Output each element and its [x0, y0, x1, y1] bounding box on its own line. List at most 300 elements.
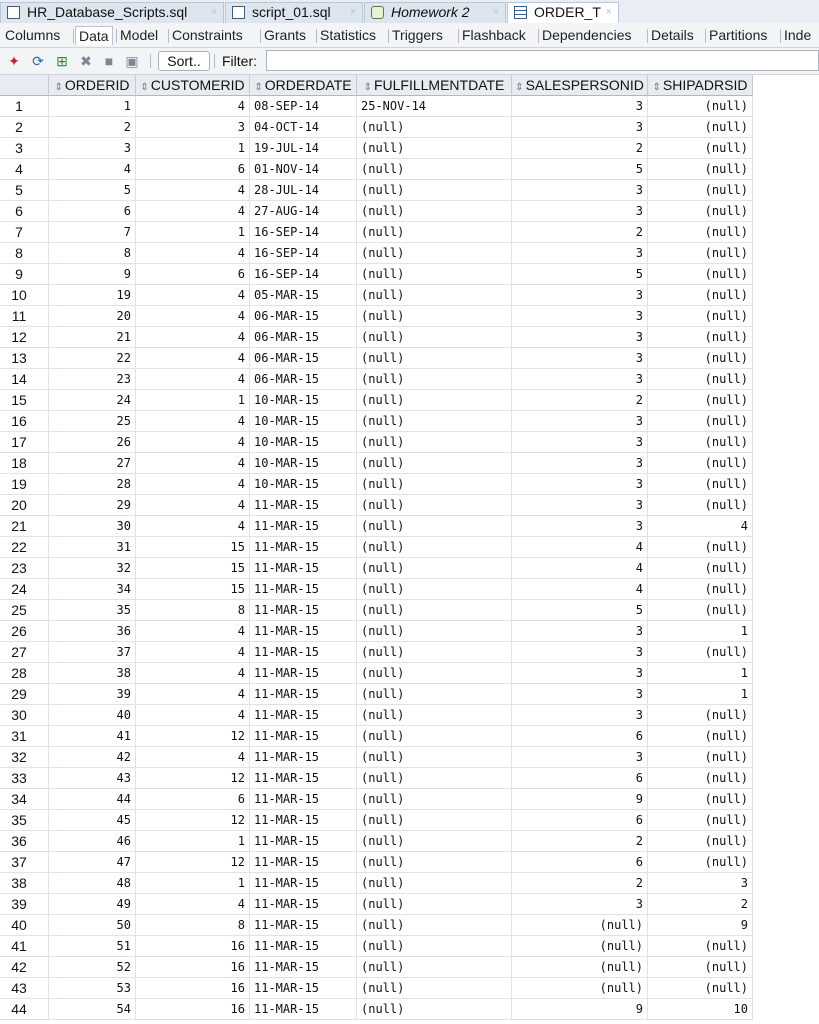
cell-fulfillmentdate[interactable]: (null)	[357, 411, 512, 432]
table-row[interactable]	[0, 957, 753, 978]
cell-customerid[interactable]: 16	[136, 999, 250, 1020]
column-header-orderdate[interactable]	[250, 75, 357, 96]
table-row[interactable]	[0, 579, 753, 600]
table-row[interactable]	[0, 117, 753, 138]
cell-fulfillmentdate[interactable]: (null)	[357, 516, 512, 537]
cell-customerid[interactable]: 4	[136, 348, 250, 369]
cell-orderdate[interactable]: 11-MAR-15	[250, 537, 357, 558]
cell-fulfillmentdate[interactable]: (null)	[357, 936, 512, 957]
cell-orderid[interactable]: 39	[49, 684, 136, 705]
cell-salespersonid[interactable]: 3	[512, 327, 648, 348]
commit-icon[interactable]: ■	[104, 53, 114, 69]
table-row[interactable]	[0, 159, 753, 180]
subtab-model[interactable]: Model	[120, 27, 159, 43]
subtab-triggers[interactable]: Triggers	[392, 27, 443, 43]
cell-shipadrsid[interactable]: 1	[648, 621, 753, 642]
cell-customerid[interactable]: 16	[136, 936, 250, 957]
cell-orderid[interactable]: 22	[49, 348, 136, 369]
cell-orderid[interactable]: 42	[49, 747, 136, 768]
cell-customerid[interactable]: 1	[136, 390, 250, 411]
cell-orderdate[interactable]: 06-MAR-15	[250, 327, 357, 348]
cell-fulfillmentdate[interactable]: (null)	[357, 348, 512, 369]
cell-orderdate[interactable]: 16-SEP-14	[250, 222, 357, 243]
cell-orderdate[interactable]: 11-MAR-15	[250, 852, 357, 873]
cell-customerid[interactable]: 1	[136, 831, 250, 852]
cell-salespersonid[interactable]: (null)	[512, 936, 648, 957]
cell-shipadrsid[interactable]: (null)	[648, 159, 753, 180]
table-row[interactable]	[0, 306, 753, 327]
table-row[interactable]	[0, 558, 753, 579]
cell-shipadrsid[interactable]: (null)	[648, 474, 753, 495]
cell-fulfillmentdate[interactable]: (null)	[357, 915, 512, 936]
cell-orderdate[interactable]: 11-MAR-15	[250, 726, 357, 747]
cell-customerid[interactable]: 4	[136, 432, 250, 453]
table-row[interactable]	[0, 201, 753, 222]
table-row[interactable]	[0, 726, 753, 747]
cell-customerid[interactable]: 15	[136, 579, 250, 600]
cell-shipadrsid[interactable]: (null)	[648, 831, 753, 852]
cell-orderid[interactable]: 26	[49, 432, 136, 453]
cell-fulfillmentdate[interactable]: (null)	[357, 117, 512, 138]
pin-icon[interactable]: ✦	[8, 53, 20, 69]
cell-shipadrsid[interactable]: (null)	[648, 285, 753, 306]
cell-fulfillmentdate[interactable]: (null)	[357, 642, 512, 663]
cell-orderid[interactable]: 24	[49, 390, 136, 411]
cell-orderdate[interactable]: 11-MAR-15	[250, 831, 357, 852]
cell-salespersonid[interactable]: 3	[512, 495, 648, 516]
cell-salespersonid[interactable]: 6	[512, 726, 648, 747]
cell-shipadrsid[interactable]: (null)	[648, 957, 753, 978]
cell-fulfillmentdate[interactable]: (null)	[357, 159, 512, 180]
cell-fulfillmentdate[interactable]: (null)	[357, 558, 512, 579]
sort-button[interactable]: Sort..	[158, 51, 210, 71]
table-row[interactable]	[0, 894, 753, 915]
delete-row-icon[interactable]: ✖	[80, 53, 92, 69]
cell-orderid[interactable]: 30	[49, 516, 136, 537]
cell-salespersonid[interactable]: 3	[512, 663, 648, 684]
cell-salespersonid[interactable]: (null)	[512, 915, 648, 936]
cell-orderdate[interactable]: 06-MAR-15	[250, 348, 357, 369]
table-row[interactable]	[0, 831, 753, 852]
cell-customerid[interactable]: 4	[136, 705, 250, 726]
cell-salespersonid[interactable]: 3	[512, 516, 648, 537]
cell-salespersonid[interactable]: 4	[512, 579, 648, 600]
cell-customerid[interactable]: 16	[136, 978, 250, 999]
cell-shipadrsid[interactable]: (null)	[648, 117, 753, 138]
cell-orderid[interactable]: 37	[49, 642, 136, 663]
cell-salespersonid[interactable]: 3	[512, 348, 648, 369]
cell-orderid[interactable]: 19	[49, 285, 136, 306]
cell-fulfillmentdate[interactable]: (null)	[357, 453, 512, 474]
cell-fulfillmentdate[interactable]: (null)	[357, 705, 512, 726]
cell-fulfillmentdate[interactable]: (null)	[357, 180, 512, 201]
cell-orderdate[interactable]: 06-MAR-15	[250, 369, 357, 390]
cell-orderdate[interactable]: 16-SEP-14	[250, 243, 357, 264]
cell-orderid[interactable]: 8	[49, 243, 136, 264]
cell-shipadrsid[interactable]: (null)	[648, 495, 753, 516]
table-row[interactable]	[0, 327, 753, 348]
cell-fulfillmentdate[interactable]: (null)	[357, 432, 512, 453]
subtab-data[interactable]: Data	[75, 26, 113, 45]
cell-fulfillmentdate[interactable]: (null)	[357, 264, 512, 285]
cell-salespersonid[interactable]: 3	[512, 243, 648, 264]
table-row[interactable]	[0, 642, 753, 663]
cell-salespersonid[interactable]: (null)	[512, 978, 648, 999]
cell-orderid[interactable]: 36	[49, 621, 136, 642]
cell-orderdate[interactable]: 05-MAR-15	[250, 285, 357, 306]
cell-salespersonid[interactable]: 6	[512, 852, 648, 873]
cell-orderid[interactable]: 31	[49, 537, 136, 558]
rollback-icon[interactable]: ▣	[125, 53, 139, 69]
cell-customerid[interactable]: 4	[136, 96, 250, 117]
cell-customerid[interactable]: 4	[136, 285, 250, 306]
cell-fulfillmentdate[interactable]: (null)	[357, 495, 512, 516]
cell-orderid[interactable]: 43	[49, 768, 136, 789]
cell-orderid[interactable]: 53	[49, 978, 136, 999]
cell-shipadrsid[interactable]: (null)	[648, 537, 753, 558]
table-row[interactable]	[0, 180, 753, 201]
cell-shipadrsid[interactable]: (null)	[648, 705, 753, 726]
cell-fulfillmentdate[interactable]: (null)	[357, 285, 512, 306]
cell-orderid[interactable]: 48	[49, 873, 136, 894]
cell-fulfillmentdate[interactable]: (null)	[357, 999, 512, 1020]
cell-shipadrsid[interactable]: (null)	[648, 642, 753, 663]
cell-shipadrsid[interactable]: (null)	[648, 306, 753, 327]
cell-orderdate[interactable]: 10-MAR-15	[250, 411, 357, 432]
cell-orderdate[interactable]: 11-MAR-15	[250, 621, 357, 642]
cell-orderdate[interactable]: 11-MAR-15	[250, 789, 357, 810]
cell-orderid[interactable]: 23	[49, 369, 136, 390]
cell-orderid[interactable]: 27	[49, 453, 136, 474]
close-tab-icon[interactable]: ×	[349, 6, 356, 18]
cell-fulfillmentdate[interactable]: (null)	[357, 852, 512, 873]
cell-salespersonid[interactable]: 3	[512, 621, 648, 642]
tab-homework-2[interactable]	[364, 2, 506, 23]
cell-customerid[interactable]: 4	[136, 411, 250, 432]
cell-orderdate[interactable]: 11-MAR-15	[250, 936, 357, 957]
column-header-shipadrsid[interactable]	[648, 75, 753, 96]
cell-customerid[interactable]: 4	[136, 180, 250, 201]
cell-orderid[interactable]: 52	[49, 957, 136, 978]
cell-customerid[interactable]: 12	[136, 726, 250, 747]
cell-customerid[interactable]: 15	[136, 558, 250, 579]
cell-shipadrsid[interactable]: (null)	[648, 369, 753, 390]
cell-customerid[interactable]: 1	[136, 138, 250, 159]
cell-orderid[interactable]: 40	[49, 705, 136, 726]
cell-fulfillmentdate[interactable]: (null)	[357, 327, 512, 348]
cell-salespersonid[interactable]: 2	[512, 138, 648, 159]
table-row[interactable]	[0, 453, 753, 474]
cell-orderid[interactable]: 50	[49, 915, 136, 936]
cell-orderdate[interactable]: 08-SEP-14	[250, 96, 357, 117]
cell-customerid[interactable]: 4	[136, 894, 250, 915]
cell-salespersonid[interactable]: 3	[512, 117, 648, 138]
cell-fulfillmentdate[interactable]: (null)	[357, 831, 512, 852]
cell-fulfillmentdate[interactable]: 25-NOV-14	[357, 96, 512, 117]
cell-orderid[interactable]: 51	[49, 936, 136, 957]
cell-customerid[interactable]: 12	[136, 768, 250, 789]
cell-orderdate[interactable]: 11-MAR-15	[250, 663, 357, 684]
cell-orderdate[interactable]: 11-MAR-15	[250, 978, 357, 999]
cell-customerid[interactable]: 4	[136, 495, 250, 516]
cell-orderid[interactable]: 25	[49, 411, 136, 432]
cell-salespersonid[interactable]: 9	[512, 789, 648, 810]
filter-input[interactable]	[266, 50, 819, 71]
table-row[interactable]	[0, 411, 753, 432]
insert-row-icon[interactable]: ⊞	[56, 53, 68, 69]
cell-customerid[interactable]: 4	[136, 306, 250, 327]
cell-orderdate[interactable]: 10-MAR-15	[250, 390, 357, 411]
cell-salespersonid[interactable]: 2	[512, 873, 648, 894]
cell-fulfillmentdate[interactable]: (null)	[357, 243, 512, 264]
cell-orderdate[interactable]: 16-SEP-14	[250, 264, 357, 285]
cell-customerid[interactable]: 4	[136, 663, 250, 684]
cell-customerid[interactable]: 4	[136, 369, 250, 390]
table-row[interactable]	[0, 516, 753, 537]
cell-salespersonid[interactable]: (null)	[512, 957, 648, 978]
cell-orderdate[interactable]: 11-MAR-15	[250, 600, 357, 621]
table-row[interactable]	[0, 915, 753, 936]
cell-orderid[interactable]: 28	[49, 474, 136, 495]
cell-customerid[interactable]: 4	[136, 474, 250, 495]
cell-customerid[interactable]: 4	[136, 621, 250, 642]
cell-salespersonid[interactable]: 5	[512, 600, 648, 621]
cell-customerid[interactable]: 4	[136, 243, 250, 264]
table-row[interactable]	[0, 705, 753, 726]
cell-shipadrsid[interactable]: 9	[648, 915, 753, 936]
cell-salespersonid[interactable]: 3	[512, 747, 648, 768]
cell-orderdate[interactable]: 11-MAR-15	[250, 558, 357, 579]
cell-orderdate[interactable]: 11-MAR-15	[250, 642, 357, 663]
table-row[interactable]	[0, 432, 753, 453]
cell-shipadrsid[interactable]: (null)	[648, 558, 753, 579]
cell-orderid[interactable]: 21	[49, 327, 136, 348]
cell-fulfillmentdate[interactable]: (null)	[357, 873, 512, 894]
cell-orderid[interactable]: 44	[49, 789, 136, 810]
subtab-partitions[interactable]: Partitions	[709, 27, 768, 43]
cell-shipadrsid[interactable]: 2	[648, 894, 753, 915]
table-row[interactable]	[0, 936, 753, 957]
cell-customerid[interactable]: 4	[136, 642, 250, 663]
subtab-columns[interactable]: Columns	[5, 27, 61, 43]
cell-shipadrsid[interactable]: 10	[648, 999, 753, 1020]
cell-fulfillmentdate[interactable]: (null)	[357, 789, 512, 810]
column-header-customerid[interactable]	[136, 75, 250, 96]
cell-customerid[interactable]: 4	[136, 327, 250, 348]
cell-orderid[interactable]: 38	[49, 663, 136, 684]
cell-orderdate[interactable]: 11-MAR-15	[250, 957, 357, 978]
cell-shipadrsid[interactable]: (null)	[648, 327, 753, 348]
cell-orderdate[interactable]: 11-MAR-15	[250, 495, 357, 516]
cell-shipadrsid[interactable]: (null)	[648, 453, 753, 474]
table-row[interactable]	[0, 978, 753, 999]
cell-fulfillmentdate[interactable]: (null)	[357, 390, 512, 411]
close-tab-icon[interactable]: ×	[210, 6, 217, 18]
cell-salespersonid[interactable]: 3	[512, 432, 648, 453]
cell-orderid[interactable]: 41	[49, 726, 136, 747]
table-row[interactable]	[0, 390, 753, 411]
cell-customerid[interactable]: 1	[136, 873, 250, 894]
cell-customerid[interactable]: 12	[136, 852, 250, 873]
cell-salespersonid[interactable]: 4	[512, 558, 648, 579]
cell-orderdate[interactable]: 04-OCT-14	[250, 117, 357, 138]
cell-fulfillmentdate[interactable]: (null)	[357, 978, 512, 999]
cell-salespersonid[interactable]: 3	[512, 642, 648, 663]
cell-fulfillmentdate[interactable]: (null)	[357, 768, 512, 789]
cell-orderid[interactable]: 1	[49, 96, 136, 117]
cell-salespersonid[interactable]: 3	[512, 894, 648, 915]
cell-salespersonid[interactable]: 5	[512, 264, 648, 285]
cell-fulfillmentdate[interactable]: (null)	[357, 369, 512, 390]
cell-salespersonid[interactable]: 4	[512, 537, 648, 558]
cell-salespersonid[interactable]: 6	[512, 810, 648, 831]
cell-fulfillmentdate[interactable]: (null)	[357, 810, 512, 831]
tab-script-01[interactable]	[225, 2, 363, 23]
cell-orderid[interactable]: 32	[49, 558, 136, 579]
cell-orderid[interactable]: 46	[49, 831, 136, 852]
cell-salespersonid[interactable]: 3	[512, 96, 648, 117]
table-row[interactable]	[0, 138, 753, 159]
cell-fulfillmentdate[interactable]: (null)	[357, 222, 512, 243]
cell-orderid[interactable]: 3	[49, 138, 136, 159]
cell-shipadrsid[interactable]: (null)	[648, 222, 753, 243]
cell-shipadrsid[interactable]: (null)	[648, 747, 753, 768]
cell-salespersonid[interactable]: 9	[512, 999, 648, 1020]
table-row[interactable]	[0, 684, 753, 705]
cell-shipadrsid[interactable]: (null)	[648, 579, 753, 600]
table-row[interactable]	[0, 285, 753, 306]
cell-orderdate[interactable]: 10-MAR-15	[250, 453, 357, 474]
cell-fulfillmentdate[interactable]: (null)	[357, 663, 512, 684]
table-row[interactable]	[0, 369, 753, 390]
cell-orderid[interactable]: 49	[49, 894, 136, 915]
cell-customerid[interactable]: 1	[136, 222, 250, 243]
table-row[interactable]	[0, 537, 753, 558]
close-tab-icon[interactable]: ×	[605, 6, 612, 18]
cell-salespersonid[interactable]: 3	[512, 285, 648, 306]
cell-shipadrsid[interactable]: 1	[648, 684, 753, 705]
cell-shipadrsid[interactable]: (null)	[648, 768, 753, 789]
cell-orderdate[interactable]: 11-MAR-15	[250, 516, 357, 537]
cell-orderdate[interactable]: 06-MAR-15	[250, 306, 357, 327]
table-row[interactable]	[0, 663, 753, 684]
cell-customerid[interactable]: 4	[136, 516, 250, 537]
cell-shipadrsid[interactable]: (null)	[648, 180, 753, 201]
cell-fulfillmentdate[interactable]: (null)	[357, 726, 512, 747]
cell-salespersonid[interactable]: 6	[512, 768, 648, 789]
cell-shipadrsid[interactable]: 3	[648, 873, 753, 894]
column-header-salespersonid[interactable]	[512, 75, 648, 96]
table-row[interactable]	[0, 768, 753, 789]
cell-fulfillmentdate[interactable]: (null)	[357, 747, 512, 768]
cell-orderdate[interactable]: 11-MAR-15	[250, 894, 357, 915]
cell-fulfillmentdate[interactable]: (null)	[357, 201, 512, 222]
subtab-constraints[interactable]: Constraints	[172, 27, 243, 43]
cell-shipadrsid[interactable]: (null)	[648, 810, 753, 831]
subtab-flashback[interactable]: Flashback	[462, 27, 526, 43]
column-header-orderid[interactable]	[49, 75, 136, 96]
cell-salespersonid[interactable]: 3	[512, 201, 648, 222]
cell-shipadrsid[interactable]: (null)	[648, 852, 753, 873]
subtab-details[interactable]: Details	[651, 27, 694, 43]
cell-orderid[interactable]: 9	[49, 264, 136, 285]
cell-orderdate[interactable]: 10-MAR-15	[250, 432, 357, 453]
cell-shipadrsid[interactable]: 1	[648, 663, 753, 684]
cell-orderdate[interactable]: 11-MAR-15	[250, 810, 357, 831]
cell-salespersonid[interactable]: 3	[512, 411, 648, 432]
cell-orderid[interactable]: 45	[49, 810, 136, 831]
table-row[interactable]	[0, 495, 753, 516]
table-row[interactable]	[0, 747, 753, 768]
cell-shipadrsid[interactable]: (null)	[648, 978, 753, 999]
cell-customerid[interactable]: 4	[136, 747, 250, 768]
cell-salespersonid[interactable]: 2	[512, 831, 648, 852]
cell-shipadrsid[interactable]: (null)	[648, 789, 753, 810]
cell-shipadrsid[interactable]: (null)	[648, 138, 753, 159]
table-row[interactable]	[0, 600, 753, 621]
table-row[interactable]	[0, 621, 753, 642]
cell-salespersonid[interactable]: 2	[512, 222, 648, 243]
cell-orderdate[interactable]: 01-NOV-14	[250, 159, 357, 180]
cell-orderdate[interactable]: 11-MAR-15	[250, 705, 357, 726]
cell-orderid[interactable]: 4	[49, 159, 136, 180]
cell-fulfillmentdate[interactable]: (null)	[357, 306, 512, 327]
cell-fulfillmentdate[interactable]: (null)	[357, 621, 512, 642]
cell-orderdate[interactable]: 27-AUG-14	[250, 201, 357, 222]
cell-orderid[interactable]: 7	[49, 222, 136, 243]
cell-salespersonid[interactable]: 2	[512, 390, 648, 411]
cell-fulfillmentdate[interactable]: (null)	[357, 957, 512, 978]
cell-orderid[interactable]: 35	[49, 600, 136, 621]
cell-fulfillmentdate[interactable]: (null)	[357, 600, 512, 621]
close-tab-icon[interactable]: ×	[492, 6, 499, 18]
cell-customerid[interactable]: 3	[136, 117, 250, 138]
cell-orderdate[interactable]: 11-MAR-15	[250, 873, 357, 894]
cell-shipadrsid[interactable]: (null)	[648, 390, 753, 411]
cell-customerid[interactable]: 16	[136, 957, 250, 978]
table-row[interactable]	[0, 873, 753, 894]
cell-fulfillmentdate[interactable]: (null)	[357, 537, 512, 558]
cell-orderdate[interactable]: 10-MAR-15	[250, 474, 357, 495]
cell-customerid[interactable]: 8	[136, 915, 250, 936]
table-row[interactable]	[0, 852, 753, 873]
table-row[interactable]	[0, 810, 753, 831]
cell-orderid[interactable]: 54	[49, 999, 136, 1020]
subtab-dependencies[interactable]: Dependencies	[542, 27, 632, 43]
cell-shipadrsid[interactable]: (null)	[648, 348, 753, 369]
tab-order-t[interactable]	[507, 2, 619, 23]
cell-salespersonid[interactable]: 3	[512, 684, 648, 705]
cell-shipadrsid[interactable]: (null)	[648, 936, 753, 957]
cell-orderid[interactable]: 2	[49, 117, 136, 138]
cell-customerid[interactable]: 6	[136, 264, 250, 285]
cell-shipadrsid[interactable]: (null)	[648, 432, 753, 453]
subtab-grants[interactable]: Grants	[264, 27, 307, 43]
cell-shipadrsid[interactable]: (null)	[648, 411, 753, 432]
cell-salespersonid[interactable]: 3	[512, 369, 648, 390]
cell-orderdate[interactable]: 11-MAR-15	[250, 747, 357, 768]
cell-fulfillmentdate[interactable]: (null)	[357, 474, 512, 495]
table-row[interactable]	[0, 222, 753, 243]
cell-fulfillmentdate[interactable]: (null)	[357, 894, 512, 915]
cell-orderdate[interactable]: 11-MAR-15	[250, 999, 357, 1020]
subtab-indexes[interactable]: Inde	[784, 27, 812, 43]
cell-salespersonid[interactable]: 3	[512, 453, 648, 474]
tab-hr-database-scripts[interactable]	[0, 2, 224, 23]
cell-shipadrsid[interactable]: (null)	[648, 264, 753, 285]
cell-customerid[interactable]: 12	[136, 810, 250, 831]
cell-orderid[interactable]: 34	[49, 579, 136, 600]
